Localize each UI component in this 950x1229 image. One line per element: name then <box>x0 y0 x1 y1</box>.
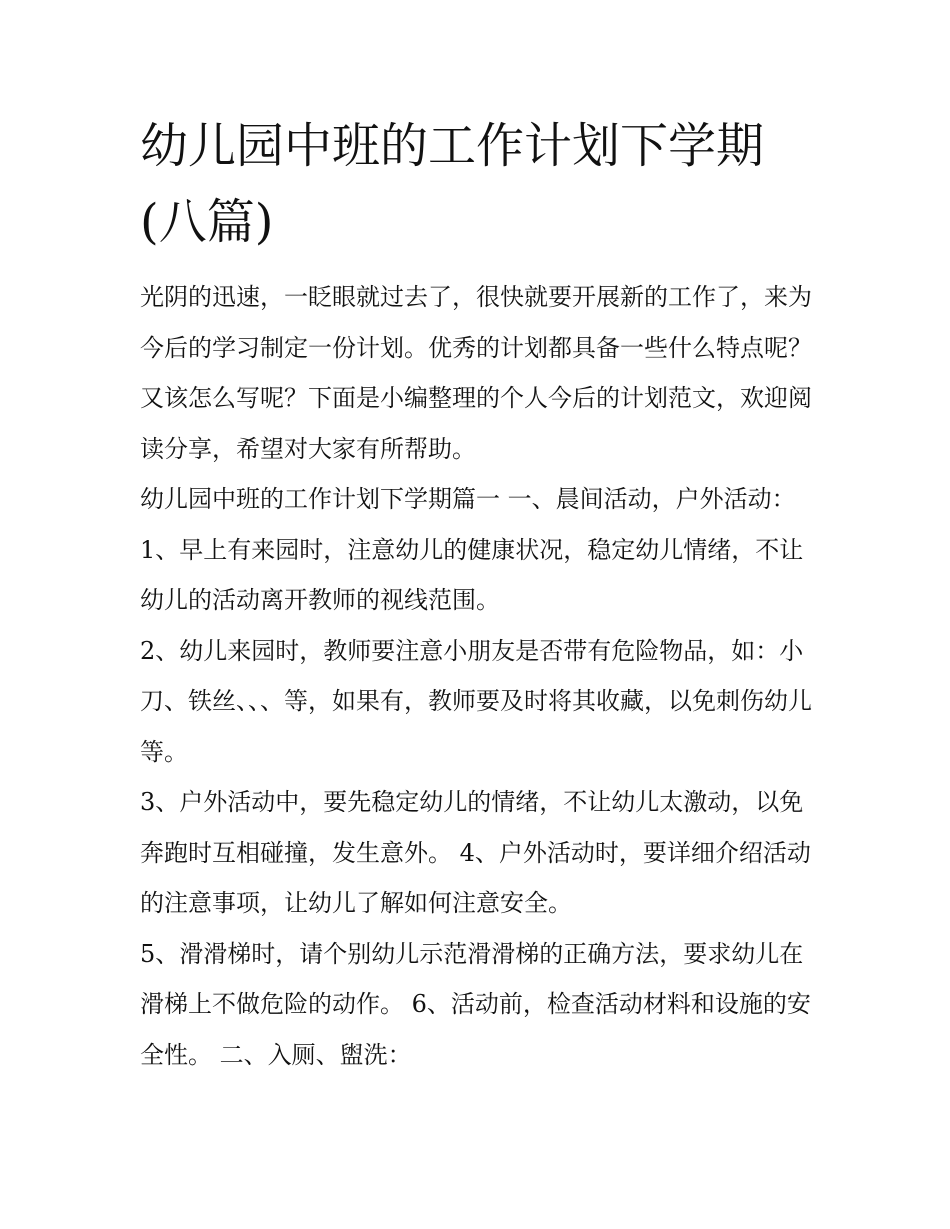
paragraph-section-1: 幼儿园中班的工作计划下学期篇一 一、晨间活动，户外活动： 1、早上有来园时，注意幼儿的健康状况，稳定幼儿情绪，不让幼儿的活动离开教师的视线范围。 <box>140 485 804 614</box>
paragraph-item-5-6: 5、滑滑梯时，请个别幼儿示范滑滑梯的正确方法，要求幼儿在滑梯上不做危险的动作。 6、活动前，检查活动材料和设施的安全性。 二、入厕、盥洗： <box>140 939 811 1069</box>
paragraph-item-2: 2、幼儿来园时，教师要注意小朋友是否带有危险物品，如：小刀、铁丝、、、等，如果有，教师要及时将其收藏，以免刺伤幼儿等。 <box>140 636 812 766</box>
paragraph-item-3-4: 3、户外活动中，要先稳定幼儿的情绪，不让幼儿太激动，以免奔跑时互相碰撞，发生意外。 4、户外活动时，要详细介绍活动的注意事项，让幼儿了解如何注意安全。 <box>140 788 811 917</box>
paragraph-intro: 光阴的迅速，一眨眼就过去了，很快就要开展新的工作了，来为今后的学习制定一份计划。优秀的计划都具备一些什么特点呢？又该怎么写呢？下面是小编整理的个人今后的计划范文，欢迎阅读分享，希望对大家有所帮助。 <box>140 283 812 463</box>
document-title: 幼儿园中班的工作计划下学期(八篇) <box>140 118 765 250</box>
document-page <box>140 108 820 1080</box>
